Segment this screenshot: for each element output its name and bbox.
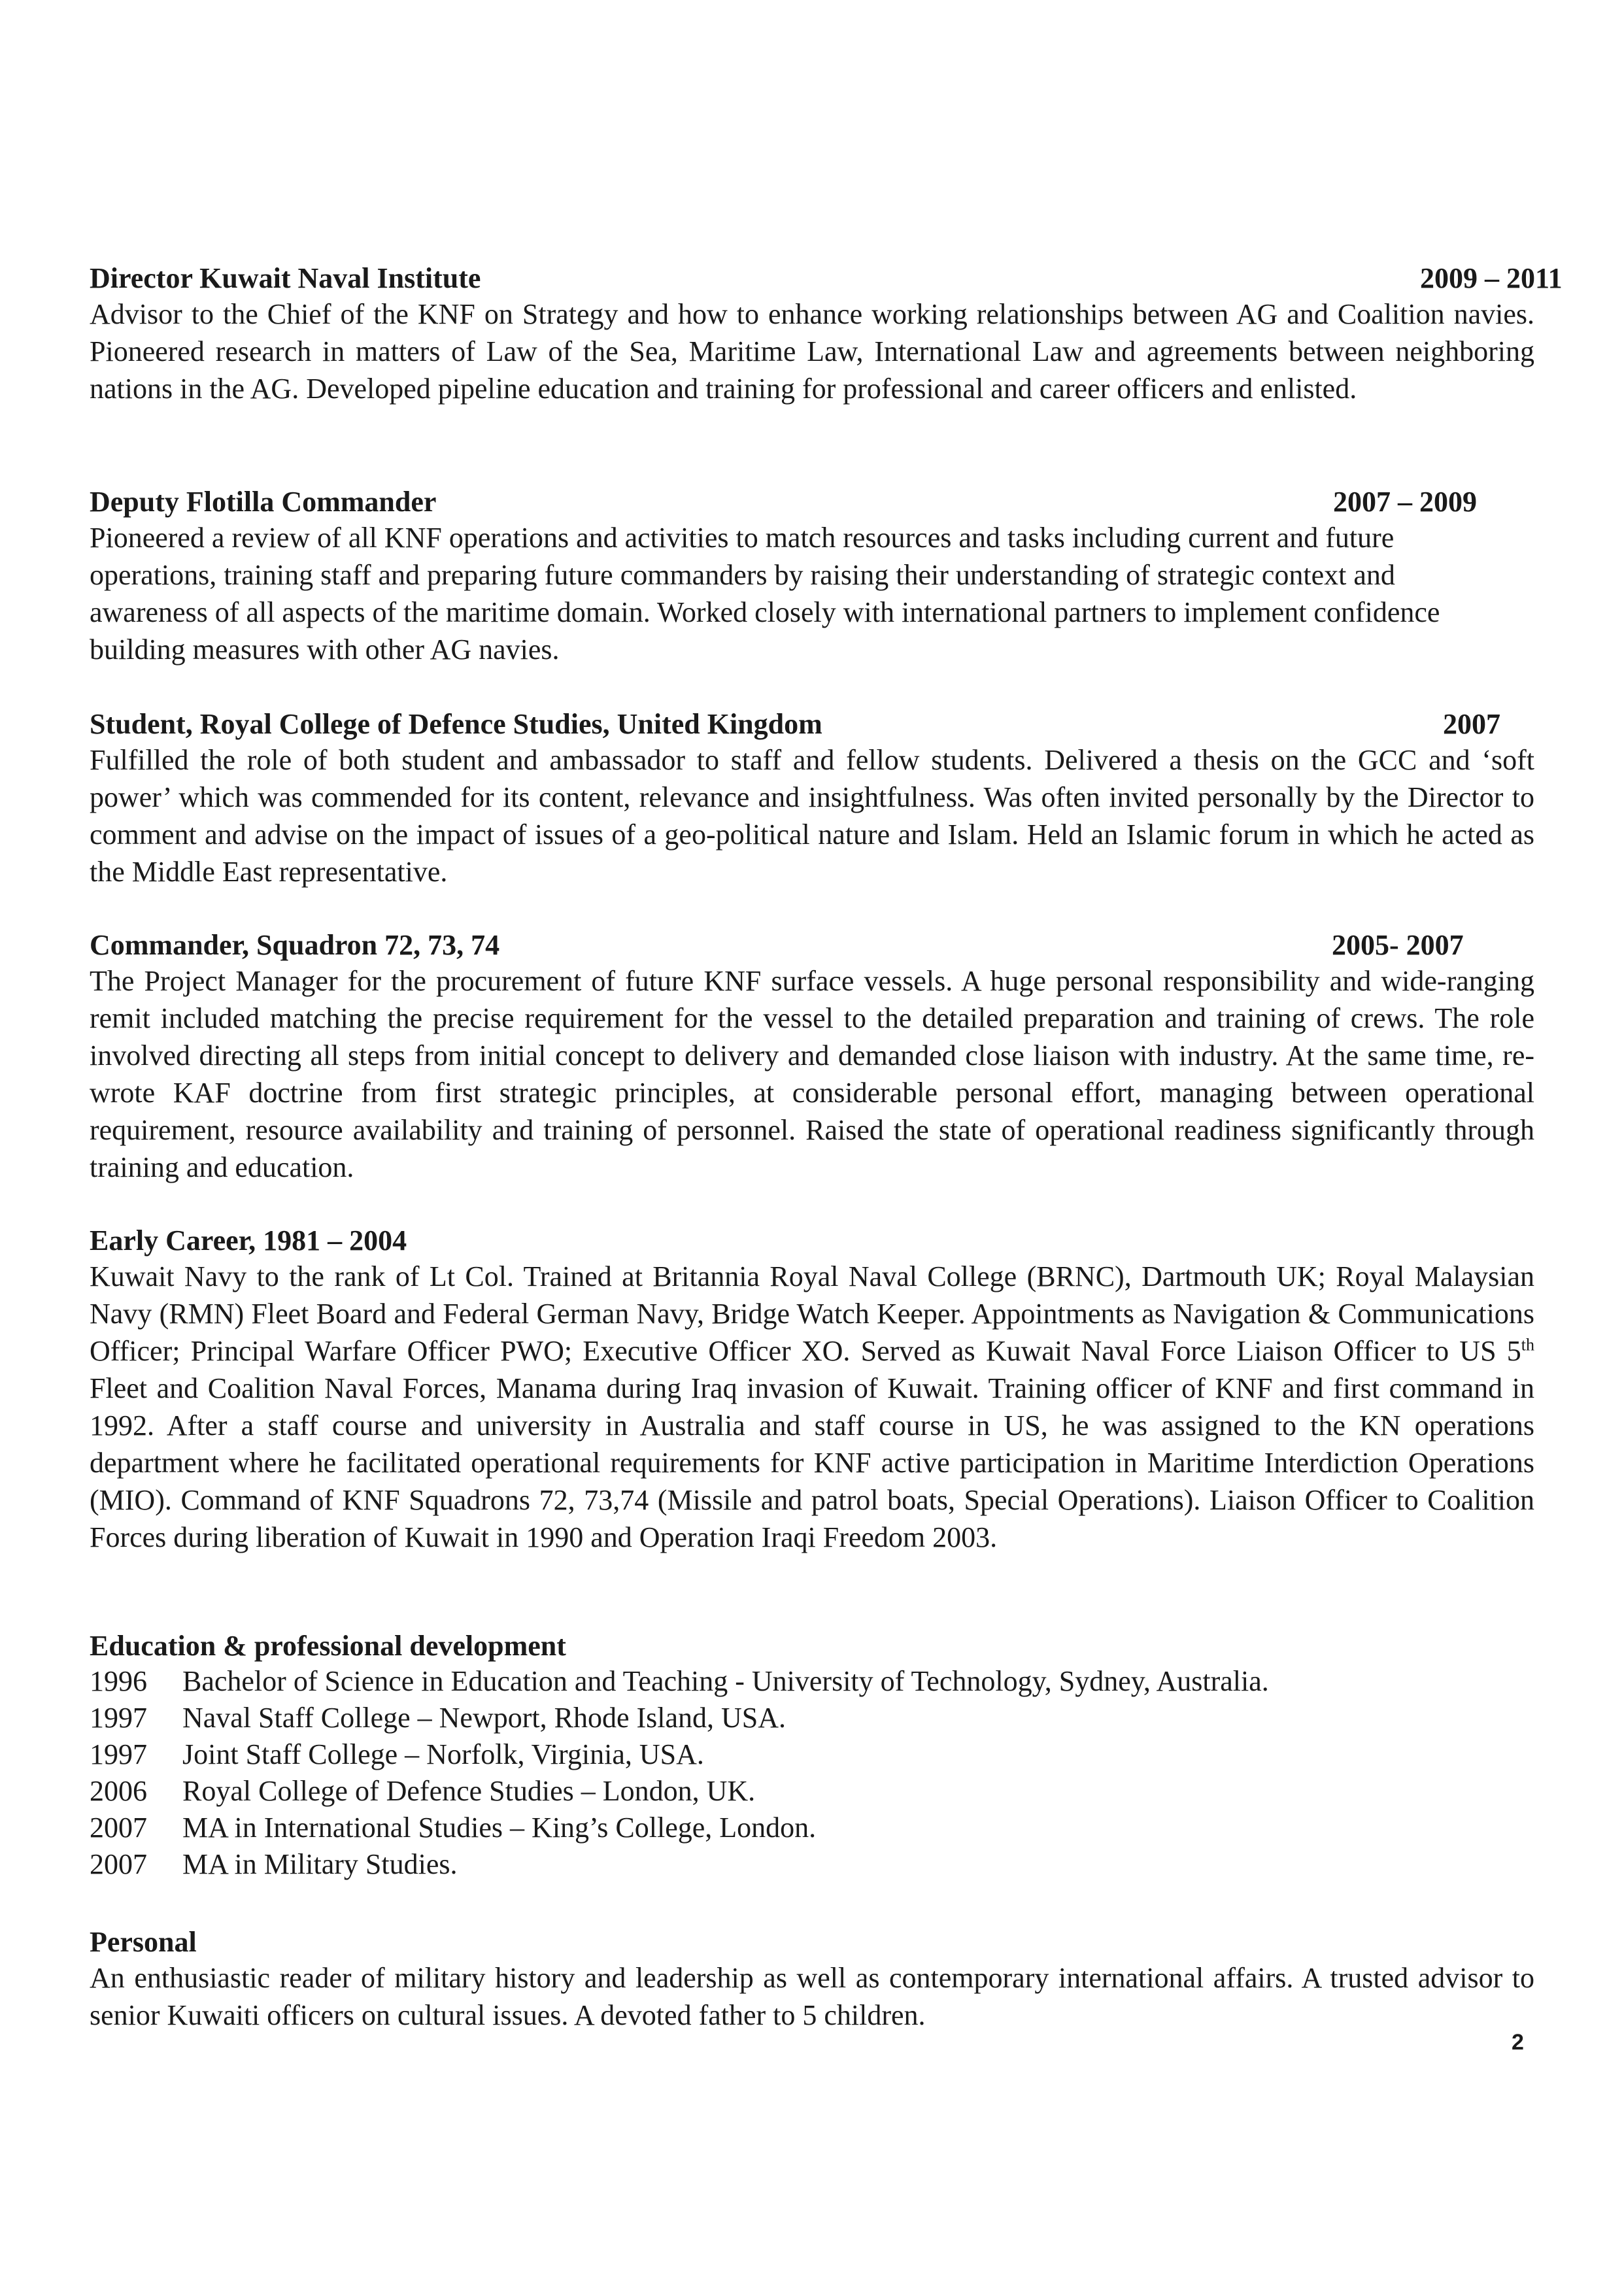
education-item	[90, 1846, 1534, 1883]
personal-description: An enthusiastic reader of military history and leadership as well as contemporary international affairs. A trusted advisor to senior Kuwaiti officers on cultural issues. A devoted father to 5 children.	[90, 1962, 1534, 2031]
education-item	[90, 1700, 1534, 1736]
education-year: 1997	[90, 1738, 147, 1770]
role-dates: 2005- 2007	[1332, 929, 1464, 961]
role-title: Deputy Flotilla Commander	[90, 486, 437, 518]
role-commander-squadron	[90, 928, 1534, 1186]
education-description: Naval Staff College – Newport, Rhode Island, USA.	[182, 1702, 787, 1734]
education-item	[90, 1810, 1534, 1846]
section-heading	[90, 1224, 1534, 1258]
education-year: 2007	[90, 1848, 147, 1880]
education-item	[90, 1736, 1534, 1773]
early-career-section	[90, 1224, 1534, 1556]
role-description: Fulfilled the role of both student and ambassador to staff and fellow students. Delivered a thesis on the GCC and ‘soft power’ which was commended for its content, relevance and insightfulness. Was often invited personally by the Director to comment and advise on the impact of issues of a geo-political nature and Islam. Held an Islamic forum in which he acted as the Middle East representative.	[90, 744, 1534, 888]
personal-section	[90, 1925, 1534, 2034]
section-heading	[90, 1925, 1534, 1959]
role-title: Student, Royal College of Defence Studies, United Kingdom	[90, 708, 822, 740]
role-heading	[90, 928, 1534, 962]
page-number: 2	[1512, 2030, 1524, 2055]
ordinal-superscript: th	[1521, 1335, 1534, 1355]
education-description: MA in International Studies – King’s College, London.	[182, 1812, 817, 1844]
education-year: 1997	[90, 1702, 147, 1734]
education-section	[90, 1629, 1534, 1883]
role-title: Commander, Squadron 72, 73, 74	[90, 929, 500, 961]
section-heading	[90, 1629, 1534, 1663]
role-dates: 2007 – 2009	[1333, 486, 1477, 518]
role-heading	[90, 707, 1534, 741]
early-career-text-1: Kuwait Navy to the rank of Lt Col. Trained at Britannia Royal Naval College (BRNC), Dartmouth UK; Royal Malaysian Navy (RMN) Fleet Board and Federal German Navy, Bridge Watch Keeper. Appointments as Navigation & Communications Officer; Principal Warfare Officer PWO; Executive Officer XO. Served as Kuwait Naval Force Liaison Officer to US 5	[90, 1260, 1534, 1367]
role-deputy-flotilla-commander	[90, 485, 1534, 668]
education-description: Royal College of Defence Studies – London, UK.	[182, 1775, 756, 1807]
education-year: 2006	[90, 1775, 147, 1807]
education-description: MA in Military Studies.	[182, 1848, 458, 1880]
role-dates: 2009 – 2011	[1420, 262, 1563, 294]
education-year: 1996	[90, 1665, 147, 1697]
role-dates: 2007	[1443, 708, 1500, 740]
education-item	[90, 1773, 1534, 1810]
role-description: The Project Manager for the procurement of future KNF surface vessels. A huge personal responsibility and wide-ranging remit included matching the precise requirement for the vessel to the detailed preparation and training of crews. The role involved directing all steps from initial concept to delivery and demanded close liaison with industry. At the same time, re-wrote KAF doctrine from first strategic principles, at considerable personal effort, managing between operational requirement, resource availability and training of personnel. Raised the state of operational readiness significantly through training and education.	[90, 965, 1534, 1183]
education-item	[90, 1663, 1534, 1700]
education-description: Bachelor of Science in Education and Teaching - University of Technology, Sydney, Australia.	[182, 1665, 1269, 1697]
early-career-text-2: Fleet and Coalition Naval Forces, Manama during Iraq invasion of Kuwait. Training officer of KNF and first command in 1992. After a staff course and university in Australia and staff course in US, he was assigned to the KN operations department where he facilitated operational requirements for KNF active participation in Maritime Interdiction Operations (MIO). Command of KNF Squadrons 72, 73,74 (Missile and patrol boats, Special Operations). Liaison Officer to Coalition Forces during liberation of Kuwait in 1990 and Operation Iraqi Freedom 2003.	[90, 1372, 1534, 1553]
role-student-rcds	[90, 707, 1534, 890]
section-title: Personal	[90, 1926, 197, 1958]
education-year: 2007	[90, 1812, 147, 1844]
education-description: Joint Staff College – Norfolk, Virginia, USA.	[182, 1738, 704, 1770]
role-title: Director Kuwait Naval Institute	[90, 262, 481, 294]
section-title: Education & professional development	[90, 1630, 566, 1662]
role-director-kuwait-naval-institute	[90, 261, 1563, 407]
early-career-description	[90, 1258, 1534, 1556]
role-heading	[90, 485, 1534, 519]
role-heading	[90, 261, 1563, 295]
section-title: Early Career, 1981 – 2004	[90, 1224, 407, 1257]
role-description: Advisor to the Chief of the KNF on Strategy and how to enhance working relationships between AG and Coalition navies. Pioneered research in matters of Law of the Sea, Maritime Law, International Law and agreements between neighboring nations in the AG. Developed pipeline education and training for professional and career officers and enlisted.	[90, 298, 1534, 405]
role-description: Pioneered a review of all KNF operations and activities to match resources and tasks including current and future operations, training staff and preparing future commanders by raising their understanding of strategic context and awareness of all aspects of the maritime domain. Worked closely with international partners to implement confidence building measures with other AG navies.	[90, 522, 1440, 666]
